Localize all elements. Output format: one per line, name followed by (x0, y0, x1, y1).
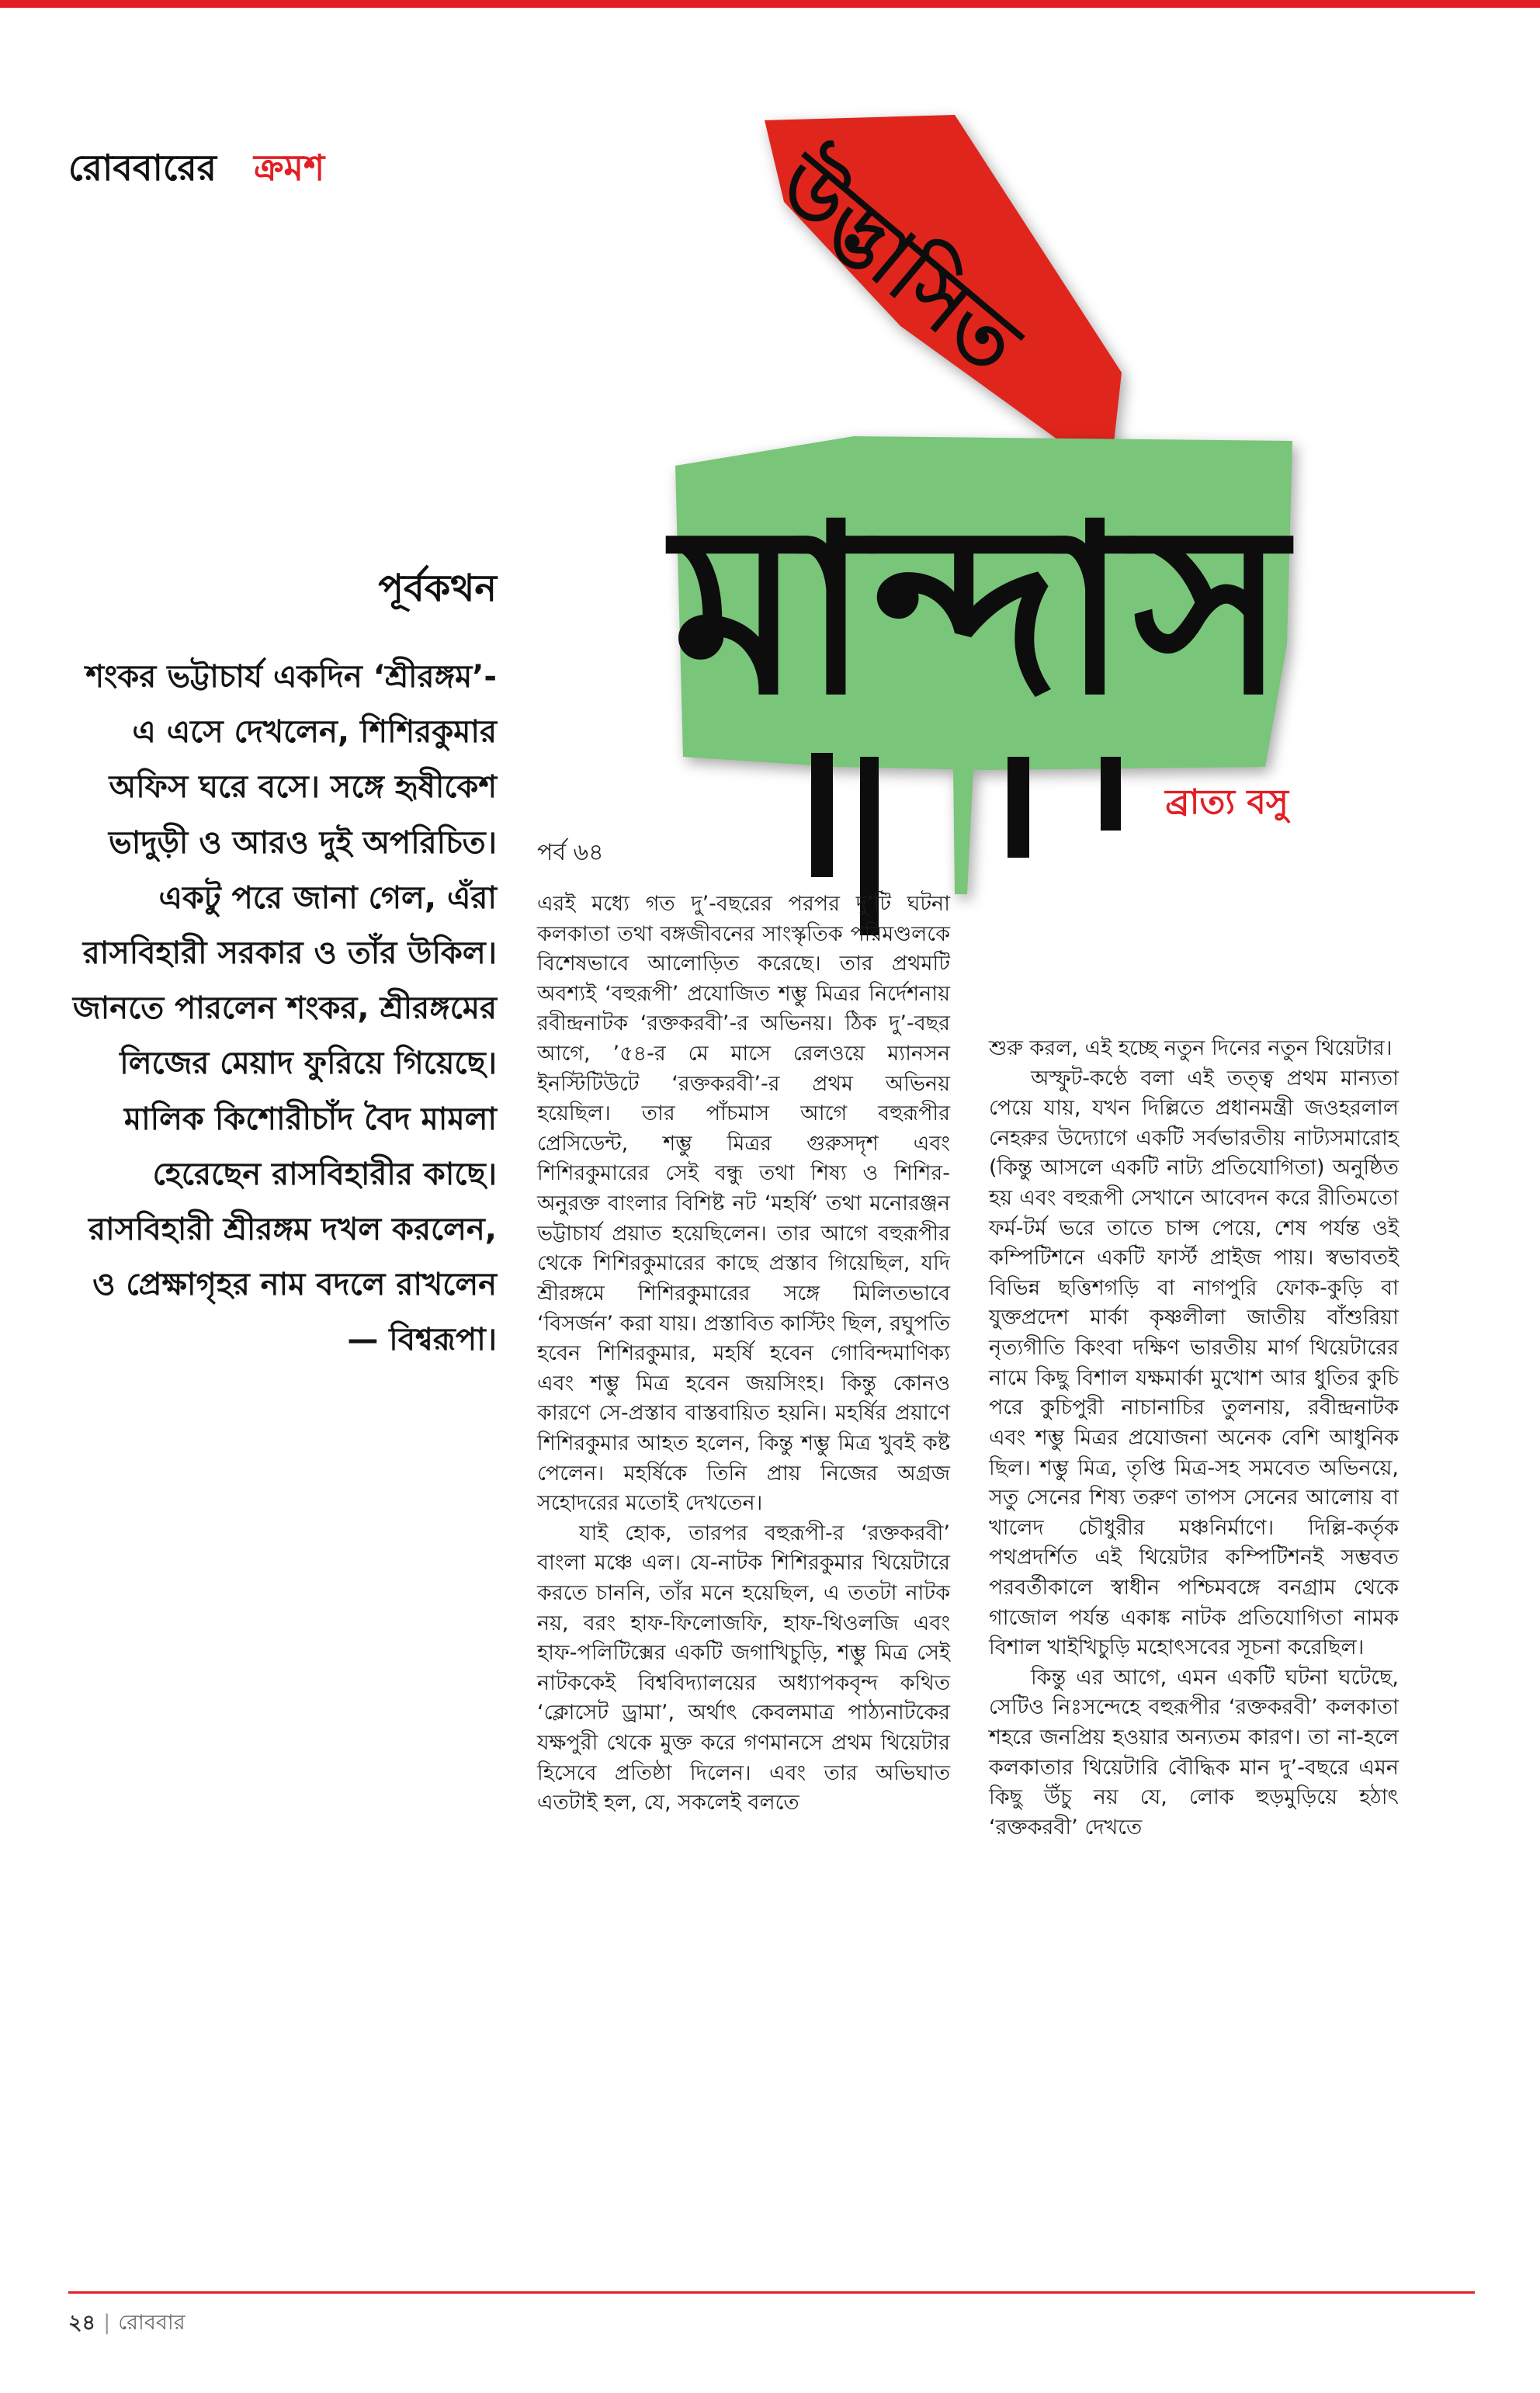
body-column-2 (989, 1034, 1399, 1843)
artwork-title-line1: উদ্ভাসিত (759, 136, 1038, 391)
footer-rule (68, 2291, 1475, 2294)
intro-body: শংকর ভট্টাচার্য একদিন ‘শ্রীরঙ্গম’-এ এসে দেখলেন, শিশিরকুমার অফিস ঘরে বসে। সঙ্গে হৃষীকেশ ভাদুড়ী ও আরও দুই অপরিচিত। একটু পরে জানা গেল, এঁরা রাসবিহারী সরকার ও তাঁর উকিল। জানতে পারলেন শংকর, শ্রীরঙ্গমের লিজের মেয়াদ ফুরিয়ে গিয়েছে। মালিক কিশোরীচাঁদ বৈদ মামলা হেরেছেন রাসবিহারীর কাছে। রাসবিহারী শ্রীরঙ্গম দখল করলেন, ও প্রেক্ষাগৃহর নাম বদলে রাখলেন— বিশ্বরূপা। (72, 659, 497, 1358)
title-artwork (489, 101, 1312, 962)
ink-drip (811, 753, 833, 877)
magazine-name: রোববার (118, 2311, 186, 2335)
footer (68, 2307, 186, 2342)
kicker-accent-text: ক্রমশ (254, 147, 325, 189)
top-red-bar (0, 0, 1540, 8)
green-drip-shape (953, 767, 973, 894)
footer-separator: | (103, 2311, 111, 2335)
intro-heading: পূর্বকথন (378, 567, 497, 610)
body-paragraph: কিন্তু এর আগে, এমন একটি ঘটনা ঘটেছে, সেটিও নিঃসন্দেহে বহুরূপীর ‘রক্তকরবী’ কলকাতা শহরে জনপ্রিয় হওয়ার অন্যতম কারণ। তা না-হলে কলকাতার থিয়েটারি বৌদ্ধিক মান দু’-বছরে এমন কিছু উঁচু নয় যে, লোক হুড়মুড়িয়ে হঠাৎ ‘রক্তকরবী’ দেখতে (989, 1665, 1399, 1840)
body-paragraph: অস্ফুট-কণ্ঠে বলা এই তত্ত্ব প্রথম মান্যতা পেয়ে যায়, যখন দিল্লিতে প্রধানমন্ত্রী জওহরলাল নেহরুর উদ্যোগে একটি সর্বভারতীয় নাট্যসমারোহ (কিন্তু আসলে একটি নাট্য প্রতিযোগিতা) অনুষ্ঠিত হয় এবং বহুরূপী সেখানে আবেদন করে রীতিমতো ফর্ম-টর্ম ভরে তাতে চান্স পেয়ে, শেষ পর্যন্ত ওই কম্পিটিশনে একটি ফার্স্ট প্রাইজ পায়। স্বভাবতই বিভিন্ন ছত্তিশগড়ি বা নাগপুরি ফোক-কুড়ি বা যুক্তপ্রদেশ মার্কা কৃষ্ণলীলা জাতীয় বাঁশুরিয়া নৃত্যগীতি কিংবা দক্ষিণ ভারতীয় মার্গ থিয়েটারের নামে কিছু বিশাল যক্ষমার্কা মুখোশ আর ধুতির কুচি পরে কুচিপুরী নাচানাচির তুলনায়, রবীন্দ্রনাটক এবং শম্ভু মিত্রর প্রযোজনা অনেক বেশি আধুনিক ছিল। শম্ভু মিত্র, তৃপ্তি মিত্র-সহ সমবেত অভিনয়ে, সতু সেনের শিষ্য তরুণ তাপস সেনের আলোয় বা খালেদ চৌধুরীর মঞ্চনির্মাণে। দিল্লি-কর্তৃক পথপ্রদর্শিত এই থিয়েটার কম্পিটিশনই সম্ভবত পরবর্তীকালে স্বাধীন পশ্চিমবঙ্গে বনগ্রাম থেকে গাজোল পর্যন্ত একাঙ্ক নাটক প্রতিযোগিতা নামক বিশাল খাইখিচুড়ি মহোৎসবের সূচনা করেছিল। (989, 1066, 1399, 1660)
kicker-text: রোববারের (68, 147, 217, 189)
body-paragraph: যাই হোক, তারপর বহুরূপী-র ‘রক্তকরবী’ বাংলা মঞ্চে এল। যে-নাটক শিশিরকুমার থিয়েটারে করতে চাননি, তাঁর মনে হয়েছিল, এ ততটা নাটক নয়, বরং হাফ-ফিলোজফি, হাফ-থিওলজি এবং হাফ-পলিটিক্সের একটি জগাখিচুড়ি, শম্ভু মিত্র সেই নাটককেই বিশ্ববিদ্যালয়ের অধ্যাপকবৃন্দ কথিত ‘ক্লোসেট ড্রামা’, অর্থাৎ কেবলমাত্র পাঠ্যনাটকের যক্ষপুরী থেকে মুক্ত করে গণমানসে প্রথম থিয়েটার হিসেবে প্রতিষ্ঠা দিলেন। এবং তার অভিঘাত এতটাই হল, যে, সকলেই বলতে (537, 1521, 950, 1816)
artwork-title-line2: মান্দাস (672, 475, 1292, 746)
kicker (68, 141, 324, 200)
episode-label: পর্ব ৬৪ (537, 839, 604, 866)
body-paragraph: শুরু করল, এই হচ্ছে নতুন দিনের নতুন থিয়েটার। (989, 1036, 1393, 1060)
body-paragraph: এরই মধ্যে গত দু’-বছরের পরপর দু’টি ঘটনা কলকাতা তথা বঙ্গজীবনের সাংস্কৃতিক পরিমণ্ডলকে বিশেষভাবে আলোড়িত করেছে। তার প্রথমটি অবশ্যই ‘বহুরূপী’ প্রযোজিত শম্ভু মিত্রর নির্দেশনায় রবীন্দ্রনাটক ‘রক্তকরবী’-র অভিনয়। ঠিক দু’-বছর আগে, ’৫৪-র মে মাসে রেলওয়ে ম্যানসন ইনস্টিটিউটে ‘রক্তকরবী’-র প্রথম অভিনয় হয়েছিল। তার পাঁচমাস আগে বহুরূপীর প্রেসিডেন্ট, শম্ভু মিত্রর গুরুসদৃশ এবং শিশিরকুমারের সেই বন্ধু তথা শিষ্য ও শিশির-অনুরক্ত বাংলার বিশিষ্ট নট ‘মহর্ষি’ তথা মনোরঞ্জন ভট্টাচার্য প্রয়াত হয়েছিলেন। তার আগে বহুরূপীর থেকে শিশিরকুমারের কাছে প্রস্তাব গিয়েছিল, যদি শ্রীরঙ্গমে শিশিরকুমারের সঙ্গে মিলিতভাবে ‘বিসর্জন’ করা যায়। প্রস্তাবিত কাস্টিং ছিল, রঘুপতি হবেন শিশিরকুমার, মহর্ষি হবেন গোবিন্দমাণিক্য এবং শম্ভু মিত্র হবেন জয়সিংহ। কিন্তু কোনও কারণে সে-প্রস্তাব বাস্তবায়িত হয়নি। মহর্ষির প্রয়াণে শিশিরকুমার আহত হলেন, কিন্তু শম্ভু মিত্র খুবই কষ্ট পেলেন। মহর্ষিকে তিনি প্রায় নিজের অগ্রজ সহোদরের মতোই দেখতেন। (537, 892, 950, 1516)
body-column-1 (537, 890, 950, 1819)
page-number: ২৪ (68, 2311, 96, 2335)
intro-sidebar (62, 560, 497, 1368)
author-name: ব্রাত্য বসু (1165, 782, 1289, 822)
